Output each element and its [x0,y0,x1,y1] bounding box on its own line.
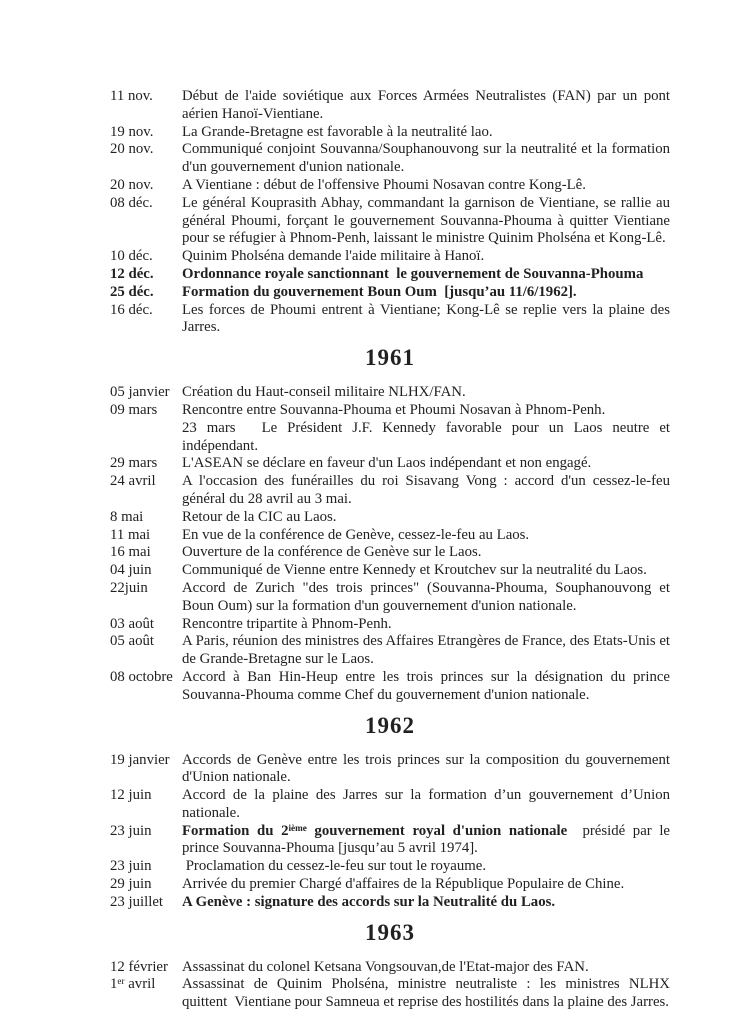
text-segment: Arrivée du premier Chargé d'affaires de la République Populaire de Chine. [182,876,625,893]
text-segment: gouvernement royal d'union nationale [306,822,568,839]
text-segment: Le Président J.F. Kennedy favorable pour un Laos neutre et indépendant. [182,419,671,454]
entry-date [110,195,182,248]
entry-date [110,177,182,195]
entry-date [110,384,182,402]
text-segment: Formation du gouvernement Boun Oum [jusqu’au 11/6/1962]. [182,283,577,300]
timeline-entry [110,402,741,455]
entry-date [110,787,182,823]
text-segment: 05 janvier [110,384,170,401]
entry-text [182,88,670,124]
text-segment: Accord de Zurich "des trois princes" (Souvanna-Phouma, Souphanouvong et Boun Oum) sur la formation d'un gouvernement d'union nationale. [182,579,670,614]
entry-text [182,177,670,195]
entry-date [110,266,182,284]
text-segment: Accords de Genève entre les trois princes sur la composition du gouvernement d'Union nationale. [182,751,670,786]
timeline-entry [110,752,741,788]
timeline-entry [110,124,741,142]
text-segment: 20 nov. [110,141,154,158]
text-segment: 29 mars [110,455,158,472]
entry-date [110,752,182,788]
timeline-entry [110,266,741,284]
entry-date [110,473,182,509]
timeline-entry [110,562,741,580]
timeline-entry [110,88,741,124]
entry-date [110,669,182,705]
text-segment: 16 mai [110,544,151,561]
entry-text [182,787,670,823]
text-segment: avril [124,976,156,993]
timeline-entry [110,894,741,912]
text-segment: Rencontre tripartite à Phnom-Penh. [182,615,392,632]
text-segment: 29 juin [110,876,152,893]
text-segment: A l'occasion des funérailles du roi Sisavang Vong : accord d'un cessez-le-feu général du 28 avril au 3 mai. [182,473,670,507]
text-segment: 20 nov. [110,176,154,193]
text-segment: Assassinat du colonel Ketsana Vongsouvan,de l'Etat-major des FAN. [182,958,589,975]
timeline-entry [110,302,741,338]
text-segment: Début de l'aide soviétique aux Forces Armées Neutralistes (FAN) par un pont aérien Hanoï-Vientiane. [182,88,670,122]
timeline-entry [110,284,741,302]
timeline-entry [110,473,741,509]
text-segment: 19 nov. [110,123,154,140]
text-segment: 12 février [110,958,168,975]
entry-date [110,284,182,302]
entry-date [110,509,182,527]
entry-date [110,976,182,1012]
text-segment: A Paris, réunion des ministres des Affaires Etrangères de France, des Etats-Unis et de Grande-Bretagne sur le Laos. [182,633,670,668]
text-segment: 19 janvier [110,751,170,768]
entry-text [182,633,670,669]
entry-date [110,823,182,859]
text-segment: Communiqué conjoint Souvanna/Souphanouvong sur la neutralité et la formation d'un gouvernement d'union nationale. [182,141,670,176]
entry-date [110,633,182,669]
entry-text [182,384,670,402]
text-segment: 22juin [110,579,148,596]
text-segment: A Vientiane : début de l'offensive Phoumi Nosavan contre Kong-Lê. [182,176,586,193]
timeline-entry [110,669,741,705]
text-segment: 12 déc. [110,265,154,282]
entry-text [182,669,670,705]
entry-date [110,959,182,977]
timeline-entry [110,195,741,248]
text-segment: Rencontre entre Souvanna-Phouma et Phoumi Nosavan à Phnom-Penh. [182,401,606,418]
entry-date [110,858,182,876]
entry-text [182,544,670,562]
entry-date [110,402,182,455]
text-segment: 16 déc. [110,301,153,318]
timeline-entry [110,616,741,634]
timeline-entry [110,527,741,545]
text-segment: 1 [110,976,118,993]
entry-date [110,562,182,580]
timeline-entry [110,455,741,473]
entry-text [182,823,670,859]
entry-text [182,455,670,473]
text-segment: 24 avril [110,473,156,490]
text-segment: Assassinat de Quinim Pholséna, ministre neutraliste : les ministres NLHX quittent Vientiane pour Samneua et reprise des hostilités dans la plaine des Jarres. [182,976,670,1011]
year-heading-1962: 1962 [365,712,415,738]
text-segment: présidé par le prince Souvanna-Phouma [jusqu’au 5 avril 1974]. [182,822,670,857]
timeline-entry [110,509,741,527]
text-segment: La Grande-Bretagne est favorable à la neutralité lao. [182,123,493,140]
year-heading-1963: 1963 [365,919,415,945]
text-segment: 11 mai [110,526,151,543]
year-heading-1961: 1961 [365,345,415,371]
text-segment: er [117,976,125,987]
timeline-entry [110,248,741,266]
timeline-entry [110,580,741,616]
text-segment: 05 août [110,633,154,650]
timeline-entry [110,823,741,859]
entry-text [182,858,670,876]
text-segment: Création du Haut-conseil militaire NLHX/FAN. [182,384,466,401]
entry-text [182,976,670,1012]
text-segment: Le général Kouprasith Abhay, commandant la garnison de Vientiane, se rallie au général Phoumi, forçant le gouvernement Souvanna-Phouma à quitter Vientiane pour se réfugier à Phnom-Penh, laissant le ministre Quinim Pholséna et Kong-Lê. [182,194,670,247]
entry-text [182,752,670,788]
text-segment: A Genève : signature des accords sur la Neutralité du Laos. [182,893,556,910]
timeline-entry [110,141,741,177]
entry-text [182,248,670,266]
text-segment: ième [288,822,307,833]
entry-date [110,88,182,124]
timeline-entry [110,876,741,894]
entry-date [110,894,182,912]
entry-date [110,876,182,894]
text-segment: 8 mai [110,508,144,525]
entry-date [110,455,182,473]
text-segment: Retour de la CIC au Laos. [182,508,337,525]
entry-text [182,284,670,302]
text-segment: 25 déc. [110,283,154,300]
text-segment: 10 déc. [110,248,153,265]
timeline-entry [110,177,741,195]
text-segment: Les forces de Phoumi entrent à Vientiane; Kong-Lê se replie vers la plaine des Jarres. [182,301,670,336]
text-segment: L'ASEAN se déclare en faveur d'un Laos indépendant et non engagé. [182,455,592,472]
timeline-entry [110,384,741,402]
timeline-entry [110,959,741,977]
text-segment: 23 juillet [110,893,164,910]
text-segment: 09 mars [110,401,158,418]
text-segment: 08 octobre [110,668,173,685]
timeline-entry [110,544,741,562]
entry-text [182,266,670,284]
text-segment: En vue de la conférence de Genève, cessez-le-feu au Laos. [182,526,530,543]
text-segment: 23 juin [110,822,152,839]
text-segment: 11 nov. [110,88,153,104]
entry-date [110,616,182,634]
entry-text [182,527,670,545]
text-segment: Formation du 2 [182,822,289,839]
entry-text [182,124,670,142]
entry-date [110,141,182,177]
entry-date [110,527,182,545]
entry-text [182,402,670,455]
timeline-entry [110,858,741,876]
entry-date [110,124,182,142]
text-segment: Proclamation du cessez-le-feu sur tout le royaume. [182,858,487,875]
entry-text [182,473,670,509]
entry-text [182,509,670,527]
entry-date [110,580,182,616]
entry-text [182,195,670,248]
entry-text [182,302,670,338]
timeline-entry [110,633,741,669]
text-segment: Ordonnance royale sanctionnant le gouvernement de Souvanna-Phouma [182,265,644,282]
text-segment: 03 août [110,615,154,632]
timeline [110,88,741,1012]
entry-text [182,580,670,616]
text-segment: Ouverture de la conférence de Genève sur le Laos. [182,544,482,561]
entry-text [182,141,670,177]
entry-text [182,876,670,894]
timeline-entry [110,976,741,1012]
text-segment: 04 juin [110,562,152,579]
entry-text [182,959,670,977]
entry-date [110,302,182,338]
text-segment: Accord à Ban Hin-Heup entre les trois princes sur la désignation du prince Souvanna-Phouma comme Chef du gouvernement d'union nationale. [182,668,670,703]
text-segment: 12 juin [110,787,152,804]
entry-text [182,616,670,634]
text-segment: Quinim Pholséna demande l'aide militaire à Hanoï. [182,248,485,265]
timeline-entry [110,787,741,823]
text-segment: 23 juin [110,858,152,875]
entry-text [182,562,670,580]
text-segment: Accord de la plaine des Jarres sur la formation d’un gouvernement d’Union nationale. [182,787,670,821]
text-segment: Communiqué de Vienne entre Kennedy et Kroutchev sur la neutralité du Laos. [182,562,647,579]
entry-date [110,544,182,562]
text-segment: 08 déc. [110,194,153,211]
entry-date [110,248,182,266]
entry-text [182,894,670,912]
text-segment: 23 mars [182,419,236,436]
